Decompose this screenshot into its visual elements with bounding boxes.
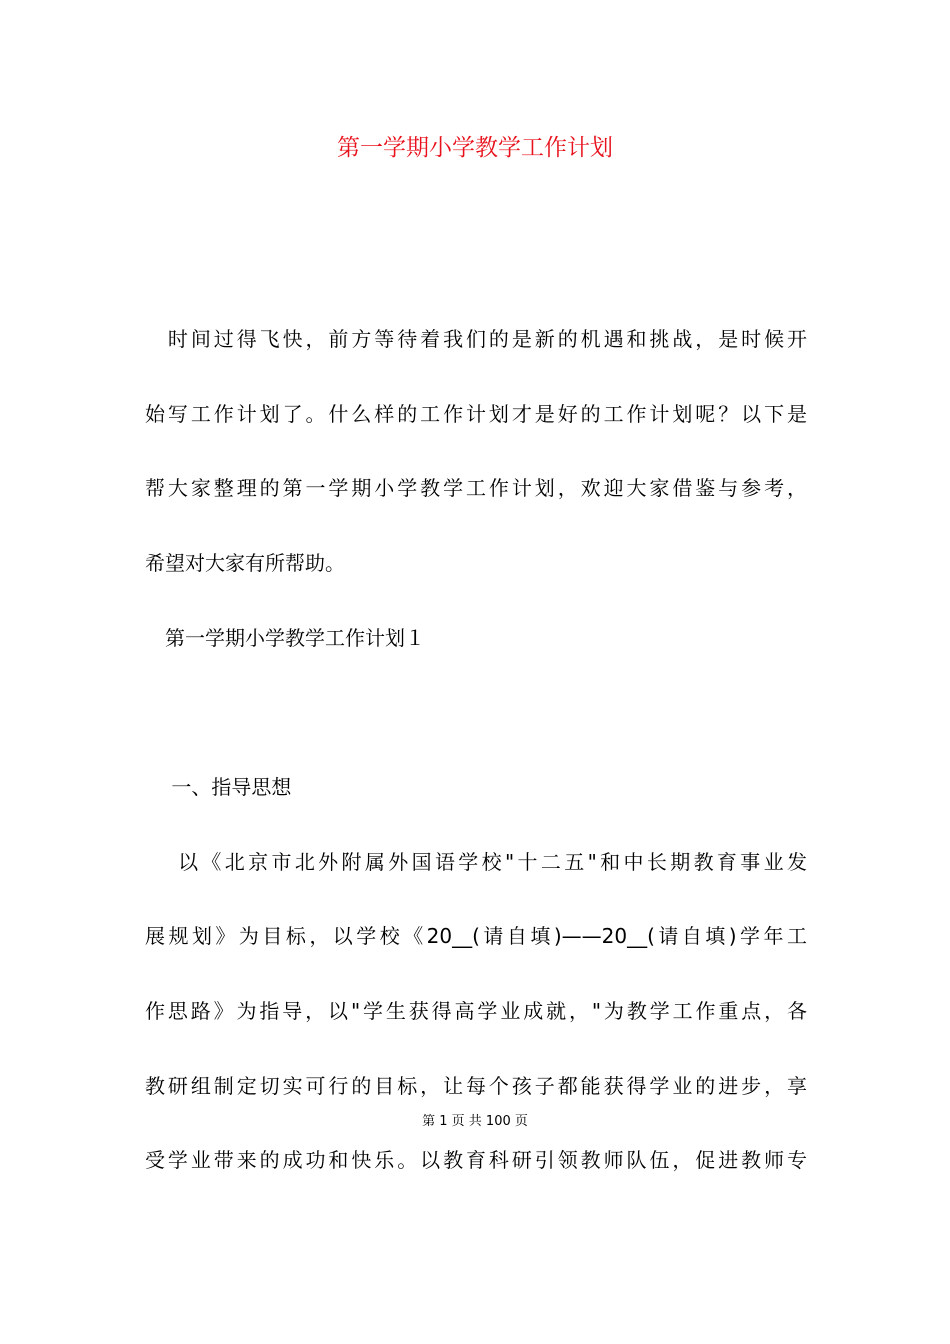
body-line: 展规划》为目标，以学校《20__(请自填)——20__(请自填)学年工 [145,924,807,948]
section-heading: 一、指导思想 [145,775,292,799]
intro-line: 帮大家整理的第一学期小学教学工作计划，欢迎大家借鉴与参考， [145,476,807,500]
body-line: 以《北京市北外附属外国语学校"十二五"和中长期教育事业发 [145,850,807,874]
page-footer: 第 1 页 共 100 页 [422,1114,528,1129]
intro-line: 始写工作计划了。什么样的工作计划才是好的工作计划呢？以下是 [145,402,807,426]
intro-line: 时间过得飞快，前方等待着我们的是新的机遇和挑战，是时候开 [145,327,807,351]
body-line: 教研组制定切实可行的目标，让每个孩子都能获得学业的进步，享 [145,1074,807,1098]
body-line: 作思路》为指导，以"学生获得高学业成就，"为教学工作重点，各 [145,999,807,1023]
intro-line: 希望对大家有所帮助。 [145,551,345,575]
document-title: 第一学期小学教学工作计划 [337,135,613,161]
section-title: 第一学期小学教学工作计划１ [145,626,425,650]
body-line: 受学业带来的成功和快乐。以教育科研引领教师队伍，促进教师专 [145,1148,807,1172]
